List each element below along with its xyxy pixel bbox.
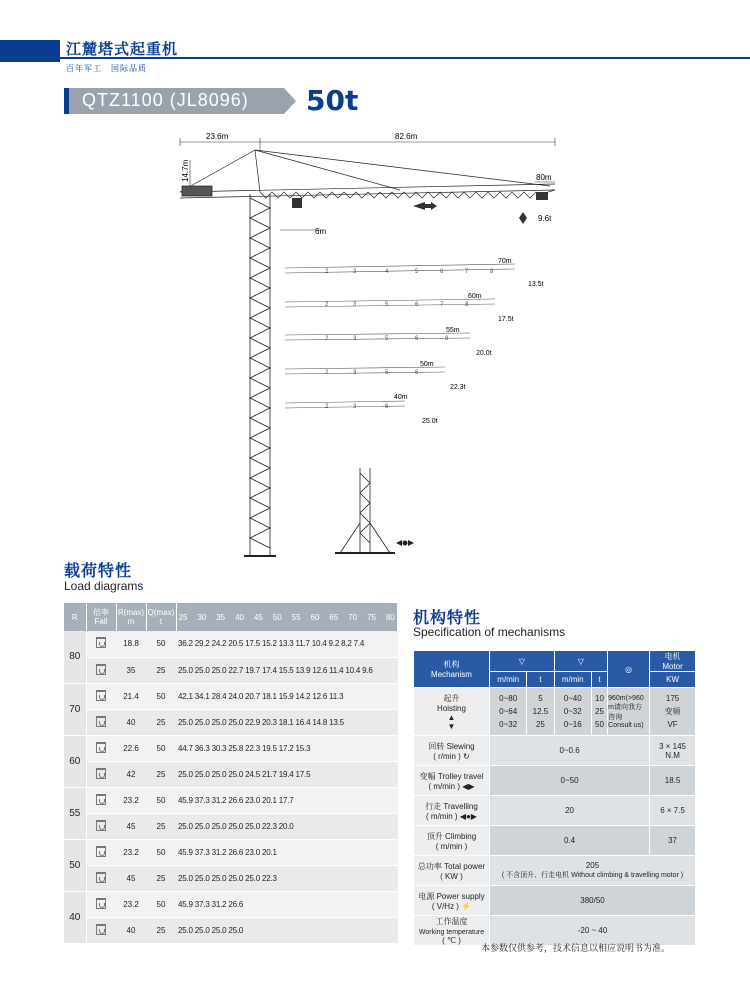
dim-jib: 82.6m bbox=[395, 132, 418, 141]
dim-base: 6m bbox=[315, 227, 327, 236]
table-row: 45 25 25.0 25.0 25.0 25.0 25.0 22.3 20.0 bbox=[64, 813, 398, 839]
crane-diagram bbox=[170, 128, 590, 568]
jib55-tick-1: 3 bbox=[353, 336, 357, 342]
row-power-supply: 电源 Power supply ( V/Hz ) ⚡ 380/50 bbox=[414, 886, 696, 916]
hook-4fall-icon bbox=[96, 716, 106, 727]
radius-header: 75 bbox=[367, 612, 376, 622]
dim-tip: 80m bbox=[536, 173, 552, 182]
table-row: 70 21.4 50 42.1 34.1 28.4 24.0 20.7 18.1 15.9 14.2 12.6 11.3 bbox=[64, 683, 398, 709]
col-rmax: R(max) m bbox=[116, 603, 146, 631]
jib-truss bbox=[180, 150, 555, 198]
hoist-4fall-icon: ▽ bbox=[554, 651, 608, 672]
motor-symbol-icon: ◎ bbox=[608, 651, 650, 688]
dim-height: 14.7m bbox=[181, 159, 190, 182]
hook-4fall-icon bbox=[96, 924, 106, 935]
hook-2fall-icon bbox=[96, 898, 106, 909]
radius-header: 40 bbox=[235, 612, 244, 622]
jib70-tick-5: 7 bbox=[465, 269, 469, 275]
table-row: 40 23.2 50 45.9 37.3 31.2 26.6 bbox=[64, 891, 398, 917]
travelling-base bbox=[335, 468, 395, 553]
model-banner-arrow bbox=[284, 88, 296, 114]
radius-header: 65 bbox=[329, 612, 339, 622]
hook-4fall-icon bbox=[96, 872, 106, 883]
jib40-tick-2: 6 bbox=[385, 404, 389, 410]
load-section-subtitle: Load diagrams bbox=[64, 579, 144, 593]
row-radius: 60 bbox=[64, 735, 86, 787]
table-row: 45 25 25.0 25.0 25.0 25.0 25.0 22.3 bbox=[64, 865, 398, 891]
table-row: 55 23.2 50 45.9 37.3 31.2 26.6 23.0 20.1 17.7 bbox=[64, 787, 398, 813]
mechanism-table: 机构 Mechanism ▽ ▽ ◎ 电机 Motor m/min t m/min t KW 起升 Hoisting ▲ ▼ 0~80 0~64 0~32 5 12.5 25 0~40 0~32 0~16 10 25 50 960m(>960 m请向我方 咨询 Consult us) 175 变频 VF 回转 Slewing ( r/min ) ↻ 0~0.6 3 × 145 N.M 变幅 Trolley travel ( m/min ) ◀▶ 0~50 18.5 行走 Travelling ( m/min ) ◀●▶ 20 6 × 7.5 顶升 Climbing ( m/min ) 0.4 37 总功率 Total power ( KW ) 205 ( 不含顶升、行走电机 Without climbing & travelling motor ) 电源 Power supply ( V/Hz ) ⚡ 380/50 工作温度 Working temperature ( ℃ ) -20 ~ 40 bbox=[413, 650, 696, 946]
jib50-tick-2: 5 bbox=[385, 370, 389, 376]
jib-length-60: 60m bbox=[468, 293, 482, 300]
jib70-tick-0: 2 bbox=[325, 269, 329, 275]
jib-load-60: 17.5t bbox=[498, 316, 514, 323]
travel-arrow-icon bbox=[396, 540, 414, 546]
brand-slogan: 百年军工 国际品质 bbox=[66, 64, 147, 73]
hook-2fall-icon bbox=[96, 742, 106, 753]
radius-header: 55 bbox=[291, 612, 301, 622]
jib-length-70: 70m bbox=[498, 258, 512, 265]
jib60-tick-1: 3 bbox=[353, 302, 357, 308]
table-row: 60 22.6 50 44.7 36.3 30.3 25.8 22.3 19.5 17.2 15.3 bbox=[64, 735, 398, 761]
radius-header: 30 bbox=[197, 612, 207, 622]
col-r: R bbox=[64, 603, 86, 631]
radius-header: 25 bbox=[178, 612, 188, 622]
row-slewing: 回转 Slewing ( r/min ) ↻ 0~0.6 3 × 145 N.M bbox=[414, 736, 696, 766]
row-radius: 70 bbox=[64, 683, 86, 735]
load-section-title: 载荷特性 bbox=[64, 561, 133, 580]
jib70-tick-1: 3 bbox=[353, 269, 357, 275]
mech-head: 机构 Mechanism bbox=[414, 651, 490, 688]
hoist-2fall-icon: ▽ bbox=[490, 651, 555, 672]
jib-length-55: 55m bbox=[446, 327, 460, 334]
row-radius: 80 bbox=[64, 631, 86, 683]
jib70-tick-2: 4 bbox=[385, 269, 389, 275]
hook-2fall-icon bbox=[96, 794, 106, 805]
row-temperature: 工作温度 Working temperature ( ℃ ) -20 ~ 40 bbox=[414, 916, 696, 946]
row-climbing: 顶升 Climbing ( m/min ) 0.4 37 bbox=[414, 826, 696, 856]
jib40-tick-1: 3 bbox=[353, 404, 357, 410]
motor-head: 电机 Motor bbox=[650, 651, 696, 672]
model-name: QTZ1100 (JL8096) bbox=[82, 90, 249, 110]
hook-2fall-icon bbox=[96, 690, 106, 701]
brand-title: 江麓塔式起重机 bbox=[66, 40, 179, 58]
radius-header: 35 bbox=[216, 612, 226, 622]
row-trolley: 变幅 Trolley travel ( m/min ) ◀▶ 0~50 18.5 bbox=[414, 766, 696, 796]
hook-4fall-icon bbox=[96, 768, 106, 779]
jib-load-50: 22.3t bbox=[450, 384, 466, 391]
jib55-tick-3: 6 bbox=[415, 336, 419, 342]
jib70-tick-3: 5 bbox=[415, 269, 419, 275]
jib-load-70: 13.5t bbox=[528, 281, 544, 288]
jib-length-50: 50m bbox=[420, 361, 434, 368]
jib55-tick-4: 8 bbox=[445, 336, 449, 342]
jib-load-55: 20.0t bbox=[476, 350, 492, 357]
table-row: 40 25 25.0 25.0 25.0 25.0 22.9 20.3 18.1 16.4 14.8 13.5 bbox=[64, 709, 398, 735]
jib60-tick-4: 7 bbox=[440, 302, 444, 308]
footnote: 本参数仅供参考，技术信息以相应说明书为准。 bbox=[481, 944, 671, 954]
row-hoisting: 起升 Hoisting ▲ ▼ 0~80 0~64 0~32 5 12.5 25 0~40 0~32 0~16 10 25 50 960m(>960 m请向我方 咨询 Consult us) 175 变频 VF bbox=[414, 688, 696, 736]
row-total-power: 总功率 Total power ( KW ) 205 ( 不含顶升、行走电机 Without climbing & travelling motor ) bbox=[414, 856, 696, 886]
model-tonnage: 50t bbox=[306, 84, 359, 117]
table-row: 80 18.8 50 36.2 29.2 24.2 20.5 17.5 15.2 13.3 11.7 10.4 9.2 8.2 7.4 bbox=[64, 631, 398, 657]
row-radius: 50 bbox=[64, 839, 86, 891]
radius-header: 50 bbox=[272, 612, 282, 622]
jib60-tick-3: 6 bbox=[415, 302, 419, 308]
radius-header: 70 bbox=[348, 612, 358, 622]
jib-length-40: 40m bbox=[394, 394, 408, 401]
jib55-tick-0: 2 bbox=[325, 336, 329, 342]
table-row: 35 25 25.0 25.0 25.0 22.7 19.7 17.4 15.5 13.9 12.6 11.4 10.4 9.6 bbox=[64, 657, 398, 683]
row-travelling: 行走 Travelling ( m/min ) ◀●▶ 20 6 × 7.5 bbox=[414, 796, 696, 826]
table-row: 42 25 25.0 25.0 25.0 25.0 24.5 21.7 19.4 17.5 bbox=[64, 761, 398, 787]
col-fall: 倍率 Fall bbox=[86, 603, 116, 631]
load-table bbox=[64, 603, 398, 944]
row-radius: 40 bbox=[64, 891, 86, 943]
trolley-hook bbox=[292, 192, 548, 224]
jib70-tick-4: 6 bbox=[440, 269, 444, 275]
table-row: 40 25 25.0 25.0 25.0 25.0 bbox=[64, 917, 398, 943]
col-qmax: Q(max) t bbox=[146, 603, 176, 631]
hook-4fall-icon bbox=[96, 664, 106, 675]
jib-variants bbox=[285, 264, 515, 408]
hook-4fall-icon bbox=[96, 820, 106, 831]
jib60-tick-2: 5 bbox=[385, 302, 389, 308]
jib40-tick-0: 2 bbox=[325, 404, 329, 410]
jib50-tick-1: 3 bbox=[353, 370, 357, 376]
tower-mast bbox=[244, 194, 276, 556]
dim-counter-jib: 23.6m bbox=[206, 132, 229, 141]
jib50-tick-0: 2 bbox=[325, 370, 329, 376]
jib-load-40: 25.0t bbox=[422, 418, 438, 425]
jib60-tick-0: 2 bbox=[325, 302, 329, 308]
jib55-tick-2: 5 bbox=[385, 336, 389, 342]
radius-header: 60 bbox=[310, 612, 320, 622]
jib70-tick-6: 8 bbox=[490, 269, 494, 275]
col-radii bbox=[176, 603, 398, 631]
radius-header: 45 bbox=[253, 612, 263, 622]
mech-section-subtitle: Specification of mechanisms bbox=[413, 625, 566, 639]
header-accent-bar bbox=[0, 40, 60, 62]
tip-load: 9.6t bbox=[538, 214, 552, 223]
mech-section-title: 机构特性 bbox=[413, 608, 482, 627]
hook-2fall-icon bbox=[96, 846, 106, 857]
jib50-tick-3: 6 bbox=[415, 370, 419, 376]
row-radius: 55 bbox=[64, 787, 86, 839]
jib60-tick-5: 8 bbox=[465, 302, 469, 308]
table-row: 50 23.2 50 45.9 37.3 31.2 26.6 23.0 20.1 bbox=[64, 839, 398, 865]
radius-header: 80 bbox=[385, 612, 395, 622]
hook-2fall-icon bbox=[96, 637, 106, 648]
